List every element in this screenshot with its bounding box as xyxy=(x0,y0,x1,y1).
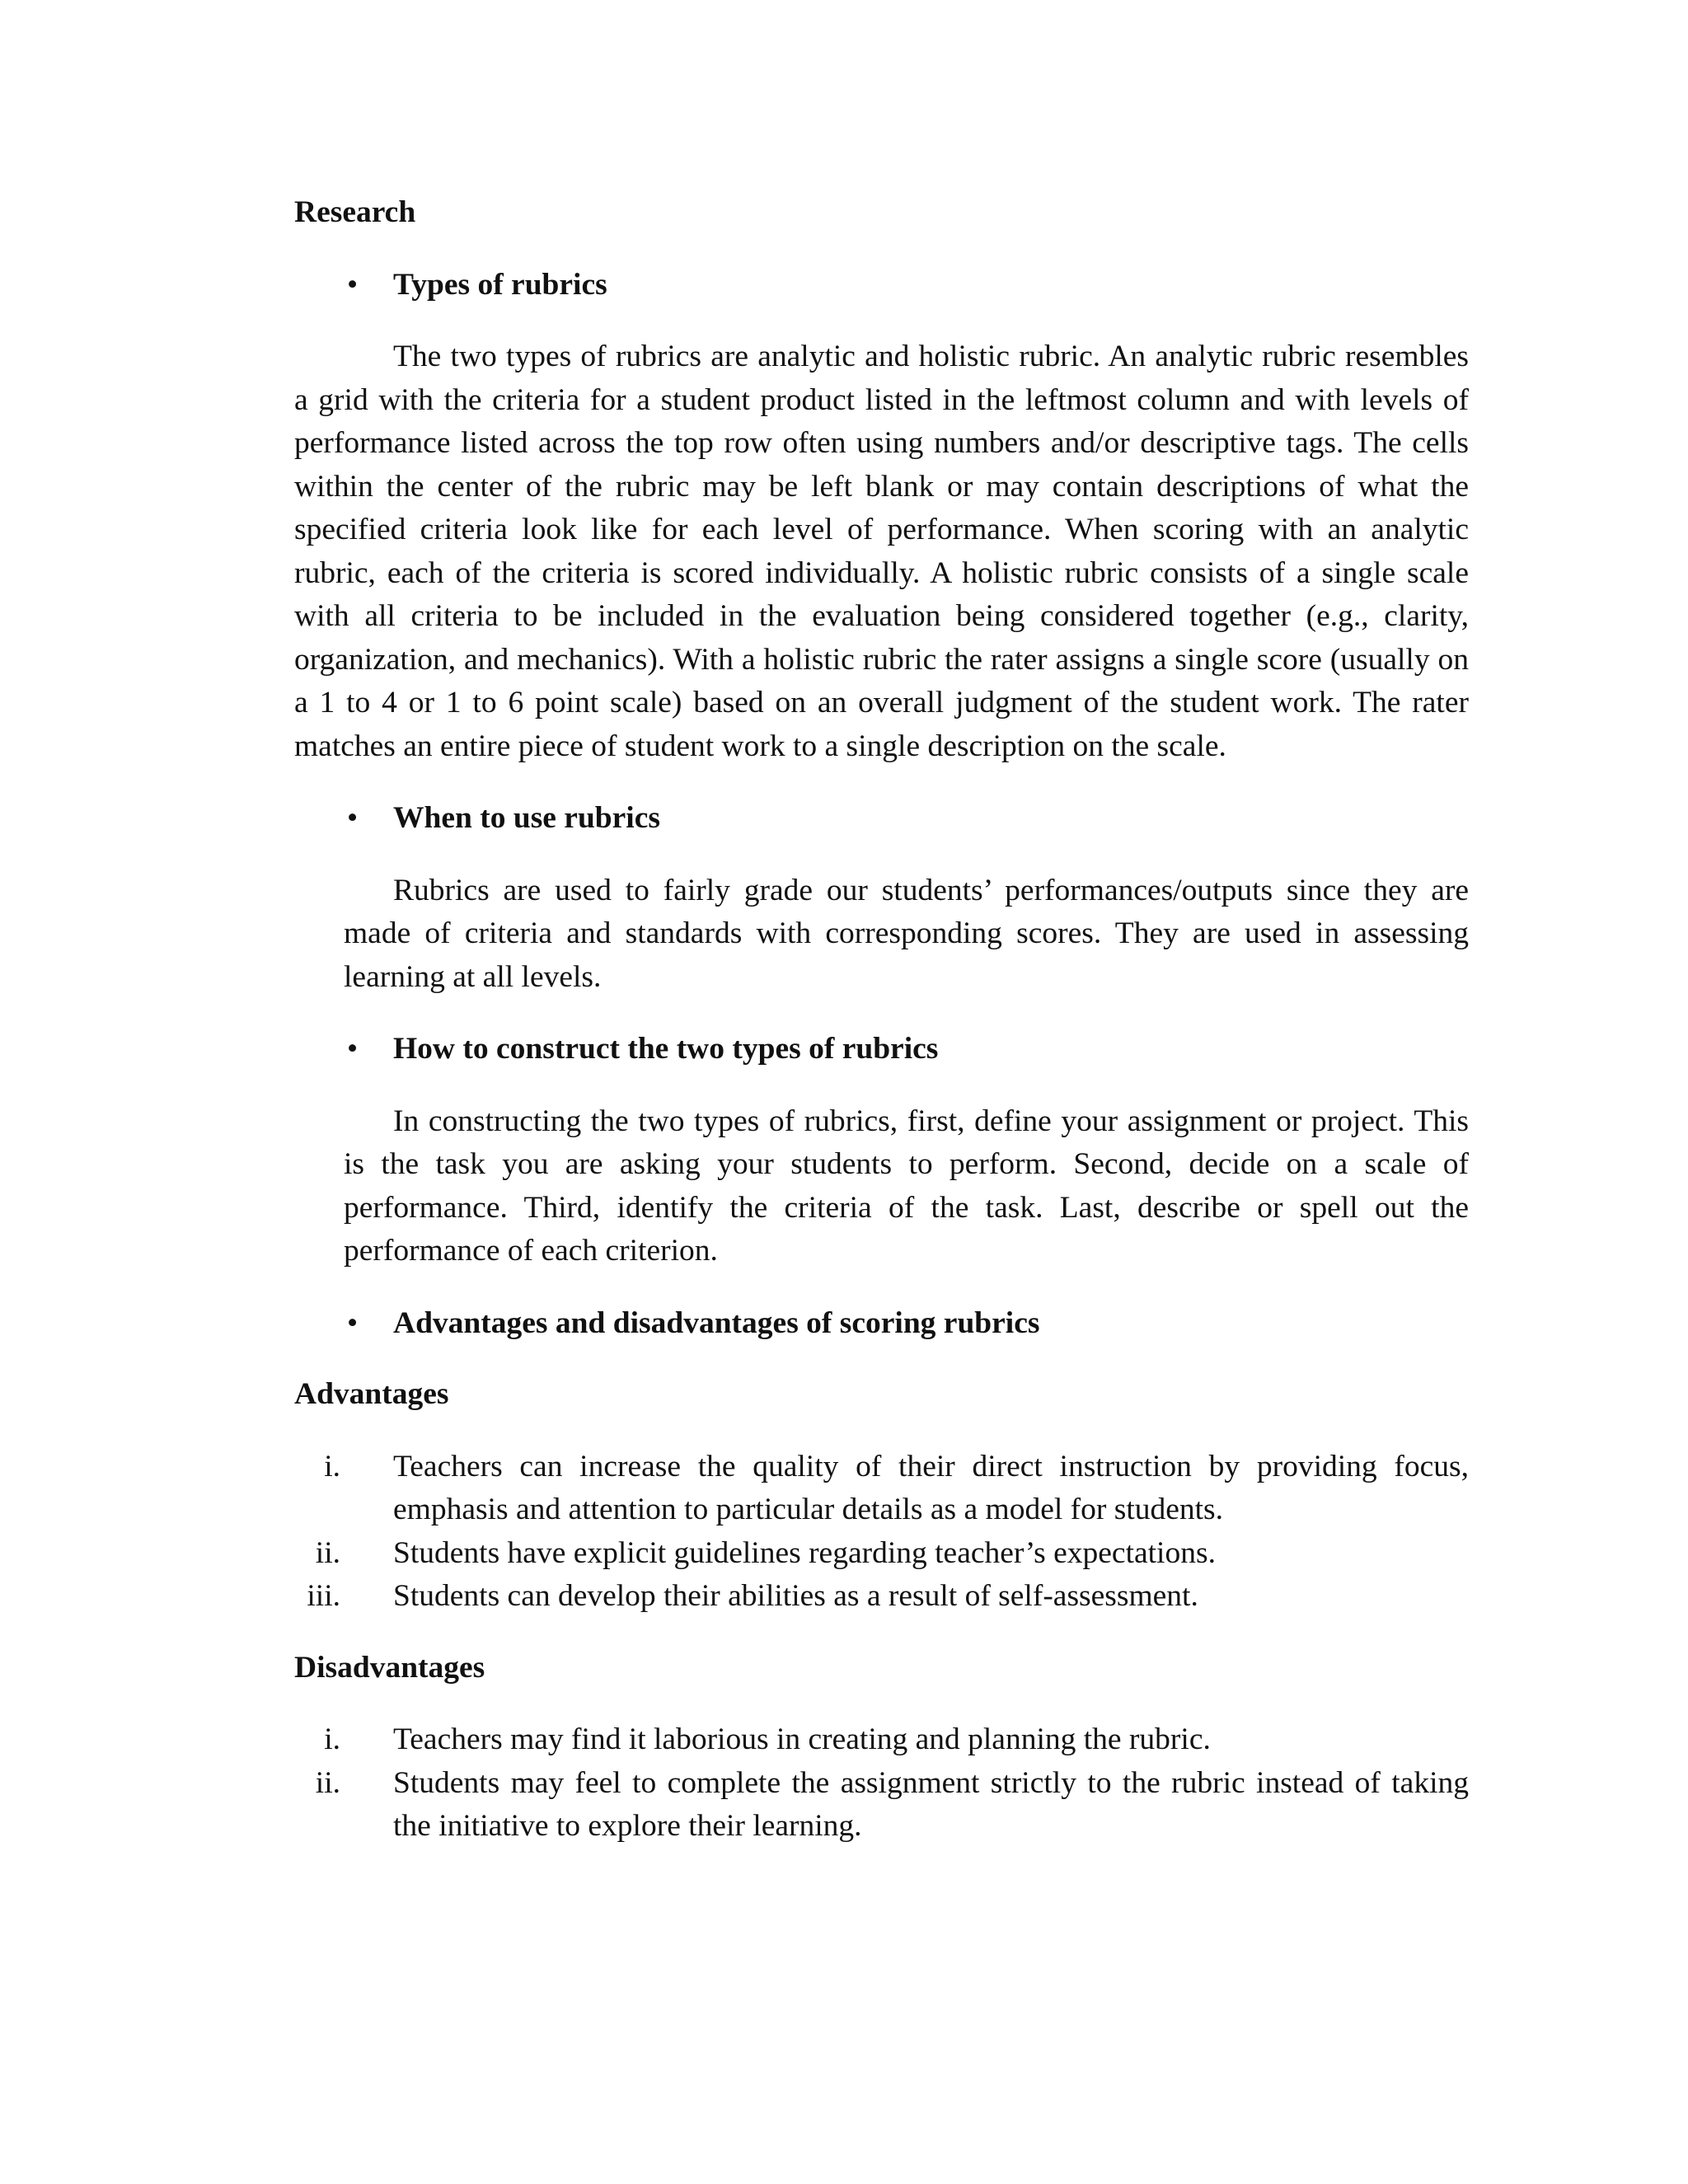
bullet-icon: • xyxy=(347,801,359,835)
list-item-text: Students can develop their abilities as a result of self-assessment. xyxy=(393,1579,1198,1613)
list-item xyxy=(294,1575,1469,1619)
list-item xyxy=(294,1532,1469,1576)
list-item xyxy=(294,1718,1469,1762)
document-title: Research xyxy=(294,195,416,229)
document-page xyxy=(294,191,1469,1849)
disadvantages-list xyxy=(294,1718,1469,1849)
section-heading-how-to-construct xyxy=(294,1028,1469,1071)
list-item-number: ii. xyxy=(315,1535,340,1570)
list-item-number: ii. xyxy=(315,1765,340,1800)
disadvantages-heading: Disadvantages xyxy=(294,1650,485,1685)
advantages-list xyxy=(294,1446,1469,1619)
list-item-text: Teachers may find it laborious in creating and planning the rubric. xyxy=(393,1722,1211,1756)
section-heading-types-of-rubrics xyxy=(294,264,1469,307)
section-heading-text: Advantages and disadvantages of scoring rubrics xyxy=(393,1305,1040,1340)
list-item-text: Students have explicit guidelines regarding teacher’s expectations. xyxy=(393,1535,1216,1570)
section-body-how-to-construct: In constructing the two types of rubrics, first, define your assignment or project. This is the task you are asking your students to perform. Second, decide on a scale of performance. Third, identify the criteria of the task. Last, describe or spell out the performance of each criterion. xyxy=(344,1104,1469,1268)
list-item-number: i. xyxy=(324,1722,340,1756)
list-item-number: i. xyxy=(324,1449,340,1483)
list-item-text: Students may feel to complete the assignment strictly to the rubric instead of taking the initiative to explore their learning. xyxy=(393,1765,1469,1843)
section-body-when-to-use: Rubrics are used to fairly grade our students’ performances/outputs since they are made of criteria and standards with corresponding scores. They are used in assessing learning at all levels. xyxy=(344,873,1469,994)
section-heading-advantages-disadvantages xyxy=(294,1302,1469,1346)
list-item-text: Teachers can increase the quality of their direct instruction by providing focus, emphasis and attention to particular details as a model for students. xyxy=(393,1449,1469,1526)
list-item-number: iii. xyxy=(307,1579,340,1613)
bullet-icon: • xyxy=(347,1305,359,1340)
list-item xyxy=(294,1762,1469,1849)
bullet-icon: • xyxy=(347,1032,359,1066)
section-heading-text: Types of rubrics xyxy=(393,267,607,302)
section-heading-when-to-use xyxy=(294,797,1469,841)
section-heading-text: When to use rubrics xyxy=(393,801,660,835)
section-heading-text: How to construct the two types of rubrics xyxy=(393,1032,939,1066)
section-body-types-of-rubrics: The two types of rubrics are analytic and holistic rubric. An analytic rubric resembles a grid with the criteria for a student product listed in the leftmost column and with levels of performance listed across the top row often using numbers and/or descriptive tags. The cells within the center of the rubric may be left blank or may contain descriptions of what the specified criteria look like for each level of performance. When scoring with an analytic rubric, each of the criteria is scored individually. A holistic rubric consists of a single scale with all criteria to be included in the evaluation being considered together (e.g., clarity, organization, and mechanics). With a holistic rubric the rater assigns a single score (usually on a 1 to 4 or 1 to 6 point scale) based on an overall judgment of the student work. The rater matches an entire piece of student work to a single description on the scale. xyxy=(294,340,1469,763)
bullet-icon: • xyxy=(347,267,359,302)
list-item xyxy=(294,1446,1469,1532)
advantages-heading: Advantages xyxy=(294,1377,449,1411)
